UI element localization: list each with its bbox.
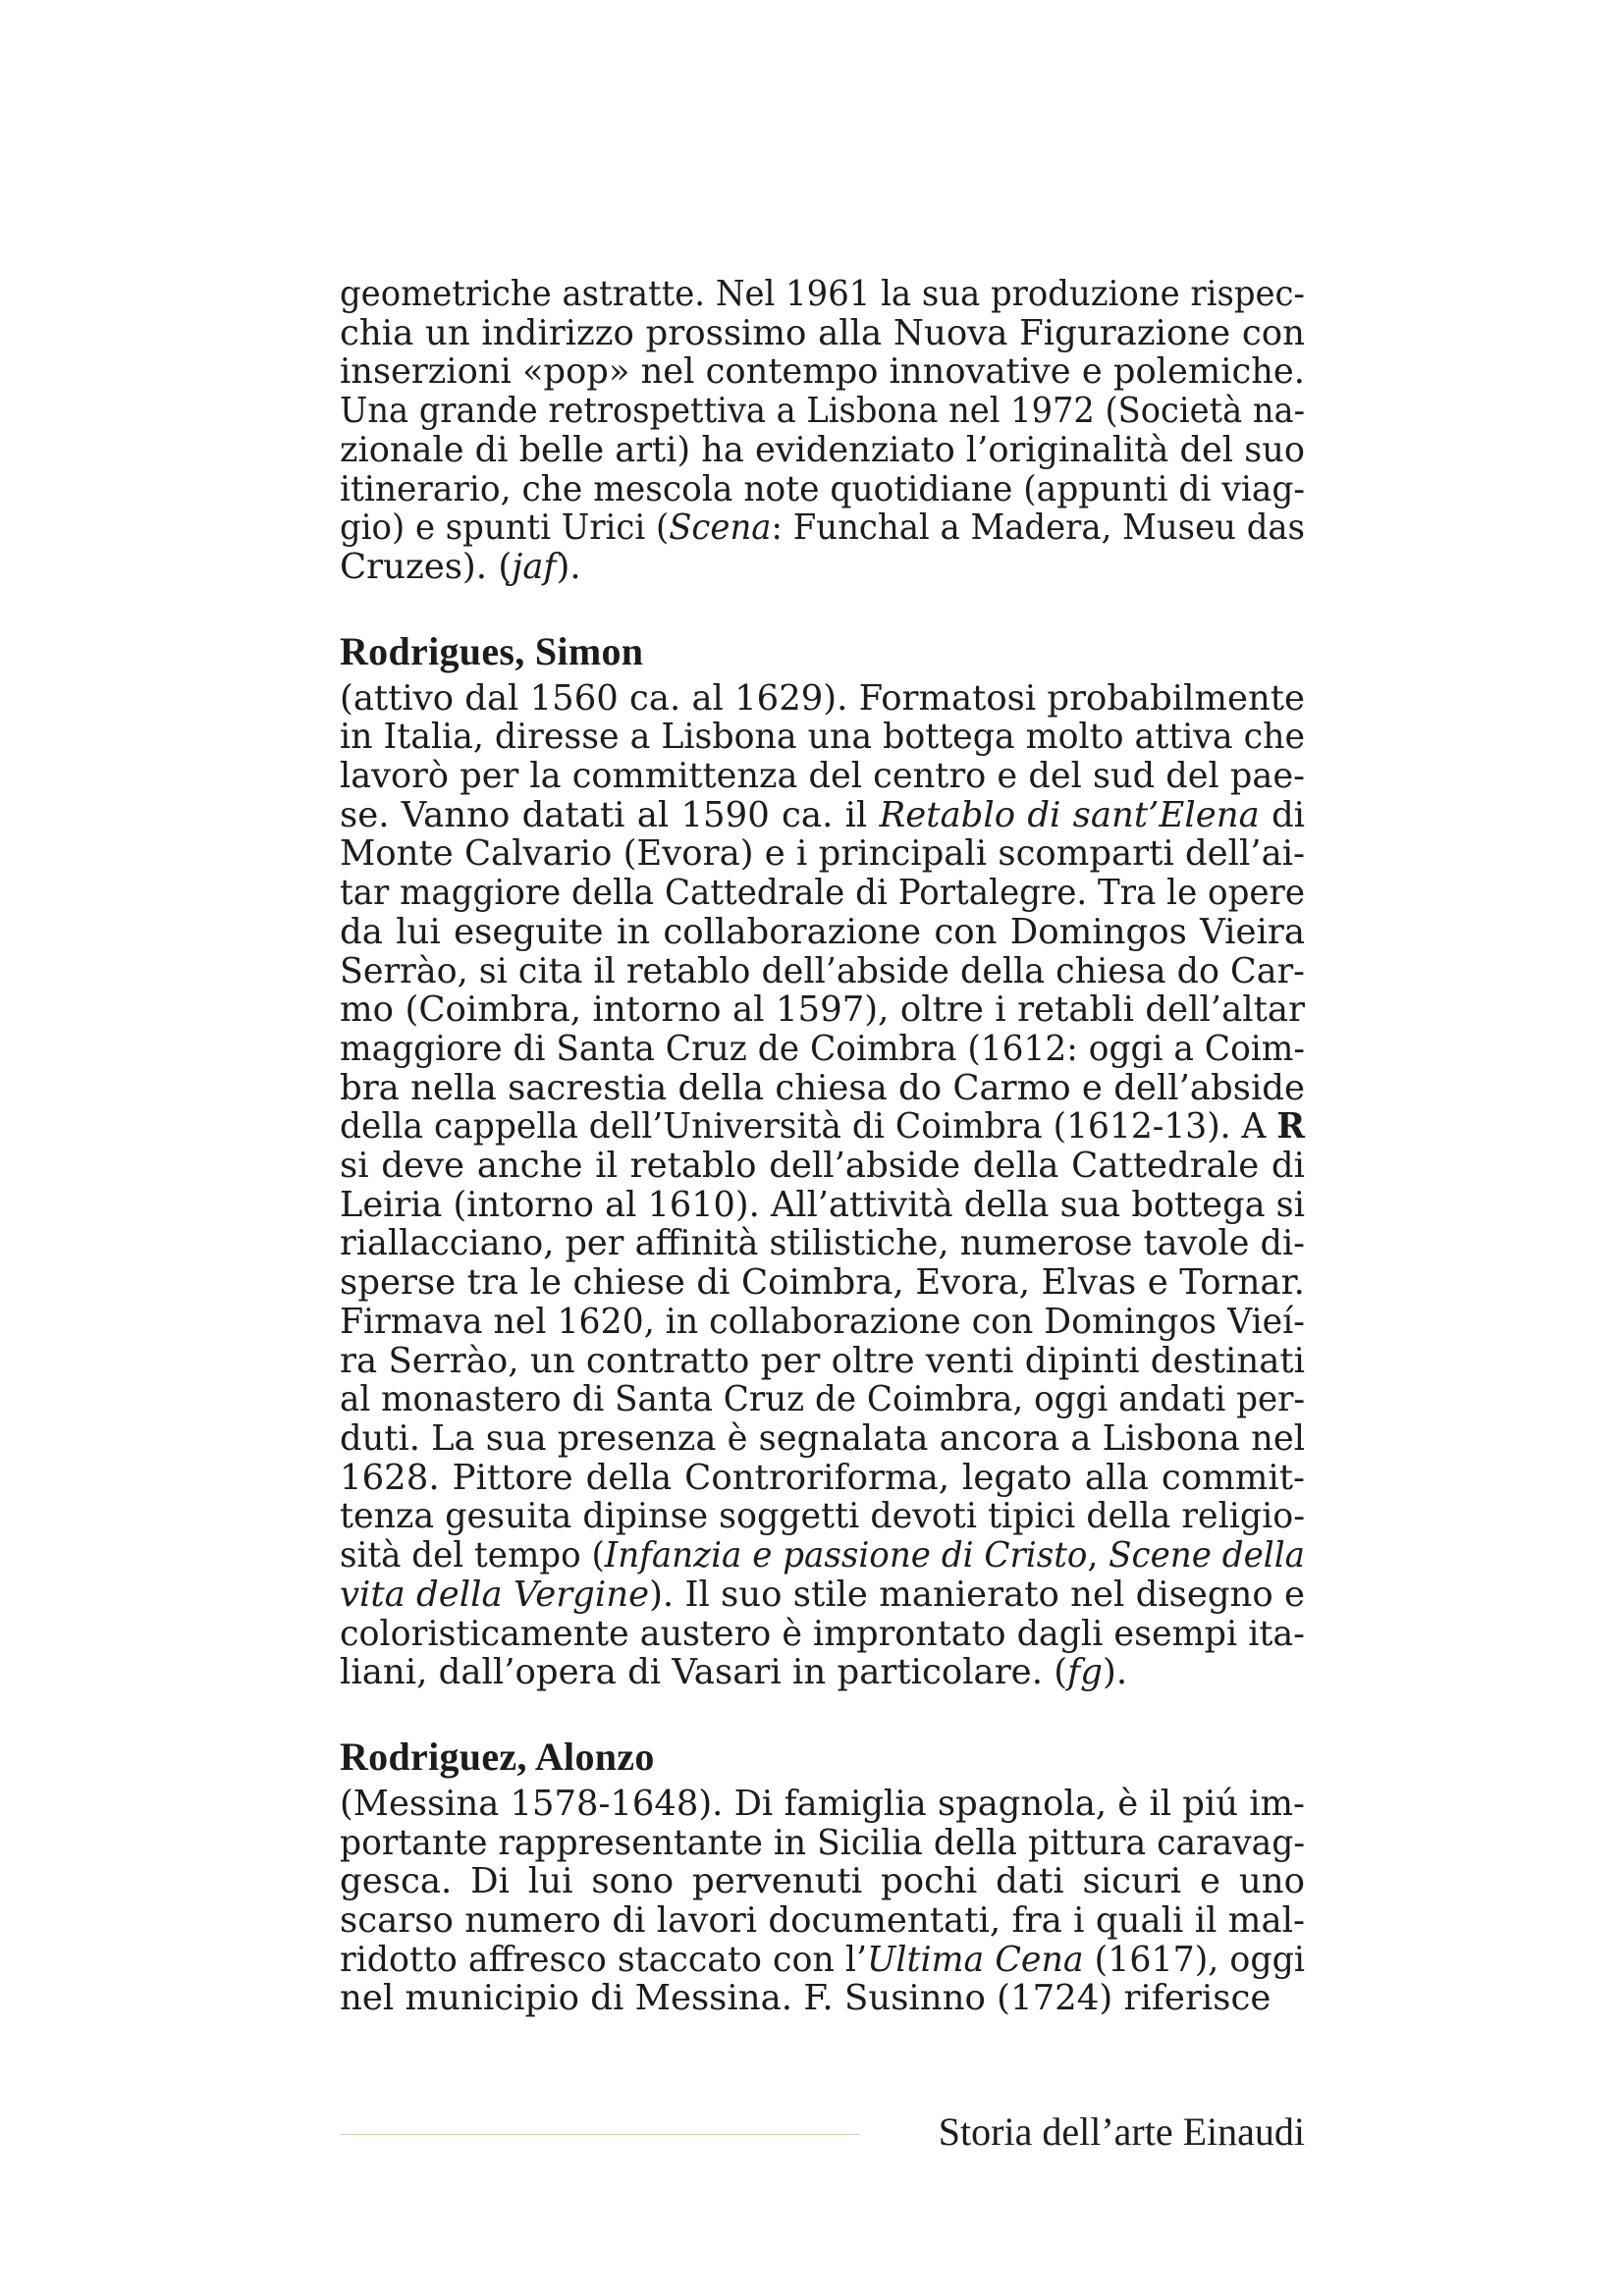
text-line: inserzioni «pop» nel contempo innovative e polemiche. (340, 351, 1305, 393)
text-line: Firmava nel 1620, in collaborazione con Domingos Vieí- (340, 1301, 1305, 1342)
text-line: duti. La sua presenza è segnalata ancora a Lisbona nel (340, 1417, 1305, 1459)
text-line: liani, dall’opera di Vasari in particolare. (fg). (340, 1652, 1128, 1693)
text-line: della cappella dell’Università di Coimbra (1612-13). A R (340, 1106, 1306, 1148)
text-line: nel municipio di Messina. F. Susinno (1724) riferisce (340, 1978, 1271, 2019)
italic-text: fg (1067, 1652, 1103, 1693)
text-line: riallacciano, per affinità stilistiche, numerose tavole di- (340, 1223, 1306, 1264)
text-line: mo (Coimbra, intorno al 1597), oltre i retabli dell’altar (340, 989, 1306, 1031)
text-line: tenza gesuita dipinse soggetti devoti tipici della religio- (340, 1496, 1305, 1537)
italic-text: jaf (512, 546, 557, 587)
text-line: sità del tempo (Infanzia e passione di Cristo, Scene della (340, 1535, 1305, 1576)
entry-body-rodriguez-alonzo (340, 1785, 1305, 2018)
italic-text: vita della Vergine (340, 1574, 650, 1615)
page-footer (340, 2109, 1305, 2156)
text-line: Serrào, si cita il retablo dell’abside della chiesa do Car- (340, 950, 1305, 991)
text-line: scarso numero di lavori documentati, fra i quali il mal- (340, 1900, 1305, 1942)
italic-text: Scena (669, 507, 772, 549)
text-line: bra nella sacrestia della chiesa do Carmo e dell’abside (340, 1067, 1306, 1108)
text-line: geometriche astratte. Nel 1961 la sua produzione rispec- (340, 274, 1305, 314)
text-line: gesca. Di lui sono pervenuti pochi dati sicuri e uno (340, 1861, 1306, 1902)
italic-text: Retablo di sant’Elena (879, 794, 1260, 835)
text-line: coloristicamente austero è improntato dagli esempi ita- (340, 1613, 1305, 1654)
text-line: in Italia, diresse a Lisbona una bottega molto attiva che (340, 717, 1306, 758)
continuation-paragraph (340, 275, 1305, 587)
text-line: vita della Vergine). Il suo stile manierato nel disegno e (340, 1574, 1306, 1615)
text-line: chia un indirizzo prossimo alla Nuova Figurazione con (340, 312, 1305, 353)
text-line: Monte Calvario (Evora) e i principali scomparti dell’ai- (340, 833, 1306, 875)
text-line: tar maggiore della Cattedrale di Portalegre. Tra le opere (340, 873, 1305, 914)
text-line: si deve anche il retablo dell’abside della Cattedrale di (340, 1146, 1305, 1187)
text-line: portante rappresentante in Sicilia della pittura caravag- (340, 1822, 1306, 1863)
entry-body-rodrigues-simon (340, 679, 1305, 1692)
entry-heading-rodriguez-alonzo: Rodriguez, Alonzo (340, 1734, 655, 1779)
footer-rule (340, 2134, 860, 2135)
text-line: Una grande retrospettiva a Lisbona nel 1972 (Società na- (340, 391, 1305, 432)
text-line: sperse tra le chiese di Coimbra, Evora, Elvas e Tornar. (340, 1262, 1305, 1304)
page-body (340, 275, 1305, 2018)
text-line: 1628. Pittore della Controriforma, legato alla commit- (340, 1457, 1306, 1498)
text-line: zionale di belle arti) ha evidenziato l’originalità del suo (340, 429, 1306, 470)
text-line: al monastero di Santa Cruz de Coimbra, oggi andati per- (340, 1379, 1306, 1420)
text-line: se. Vanno datati al 1590 ca. il Retablo di sant’Elena di (340, 794, 1306, 835)
italic-text: Infanzia e passione di Cristo (604, 1535, 1088, 1576)
text-line: ra Serrào, un contratto per oltre venti dipinti destinati (340, 1340, 1305, 1381)
italic-text: Scene della (1109, 1535, 1305, 1576)
text-line: lavorò per la committenza del centro e del sud del pae- (340, 756, 1305, 797)
text-line: maggiore di Santa Cruz de Coimbra (1612: oggi a Coim- (340, 1028, 1306, 1069)
entry-heading-rodrigues-simon: Rodrigues, Simon (340, 628, 644, 673)
footer-title: Storia dell’arte Einaudi (938, 2109, 1305, 2154)
text-line: gio) e spunti Urici (Scena: Funchal a Madera, Museu das (340, 507, 1306, 549)
text-line: (attivo dal 1560 ca. al 1629). Formatosi probabilmente (340, 677, 1305, 719)
text-line: Leiria (intorno al 1610). All’attività della sua bottega si (340, 1184, 1305, 1225)
text-line: Cruzes). (jaf). (340, 546, 581, 587)
text-line: ridotto affresco staccato con l’Ultima Cena (1617), oggi (340, 1939, 1305, 1980)
text-line: (Messina 1578-1648). Di famiglia spagnola, è il piú im- (340, 1783, 1305, 1824)
text-line: da lui eseguite in collaborazione con Domingos Vieira (340, 911, 1306, 952)
italic-text: Ultima Cena (867, 1939, 1084, 1980)
text-line: itinerario, che mescola note quotidiane (appunti di viag- (340, 468, 1306, 509)
bold-text: R (1276, 1106, 1306, 1148)
